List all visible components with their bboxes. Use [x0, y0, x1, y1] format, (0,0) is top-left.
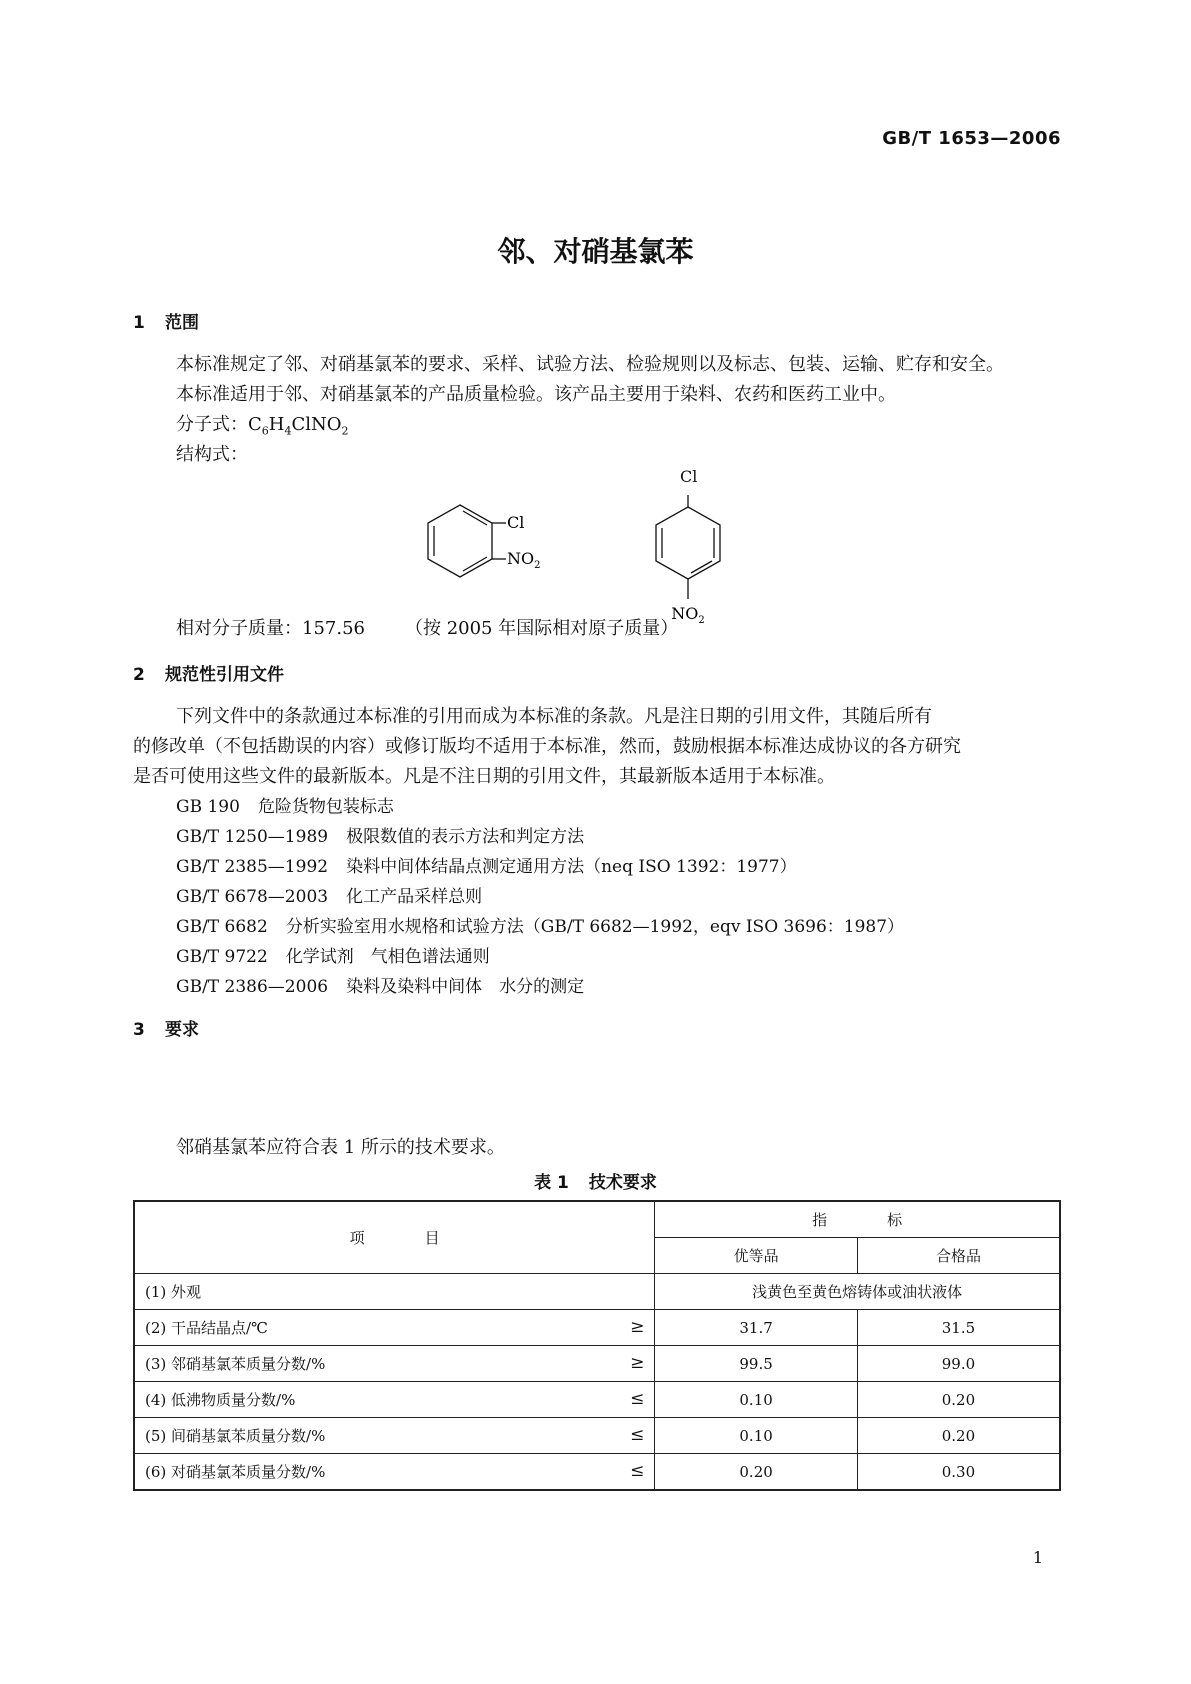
- molecular-formula: [176, 410, 349, 438]
- row-item: (6) 对硝基氯苯质量分数/%: [145, 1463, 326, 1481]
- row-qualified: 0.30: [857, 1454, 1060, 1491]
- page-number: 1: [1032, 1548, 1043, 1567]
- row-item: (2) 干品结晶点/℃: [145, 1319, 268, 1337]
- reference-title: 极限数值的表示方法和判定方法: [346, 827, 585, 847]
- benzene-ring-ortho: [428, 505, 492, 577]
- requirements-paragraph: 邻硝基氯苯应符合表 1 所示的技术要求。: [176, 1137, 505, 1158]
- ortho-cl-label: Cl: [507, 513, 525, 532]
- section-number: 1: [133, 313, 145, 333]
- scope-paragraph-2: 本标准适用于邻、对硝基氯苯的产品质量检验。该产品主要用于染料、农药和医药工业中。: [176, 384, 896, 405]
- reference-code: GB 190: [176, 797, 240, 817]
- row-item: (4) 低沸物质量分数/%: [145, 1391, 296, 1409]
- comparison-symbol: ≥: [630, 1353, 645, 1373]
- section-number: 2: [133, 665, 145, 685]
- standard-code: GB/T 1653—2006: [882, 128, 1061, 149]
- ortho-no2-label: $NO_2$: [507, 549, 541, 571]
- reference-code: GB/T 9722: [176, 947, 268, 967]
- comparison-symbol: ≤: [630, 1461, 645, 1481]
- reference-item: [176, 792, 394, 817]
- table-number: 表 1: [534, 1173, 569, 1193]
- normative-intro-line-3: 是否可使用这些文件的最新版本。凡是不注日期的引用文件，其最新版本适用于本标准。: [133, 766, 835, 787]
- section-title: 要求: [165, 1020, 199, 1040]
- section-title: 规范性引用文件: [165, 665, 284, 685]
- scope-paragraph-1: 本标准规定了邻、对硝基氯苯的要求、采样、试验方法、检验规则以及标志、包装、运输、贮存和安全。: [176, 354, 1004, 375]
- section-1-heading: [133, 308, 199, 333]
- para-cl-label: Cl: [680, 467, 698, 486]
- reference-item: [176, 822, 584, 847]
- formula-rest: ClNO: [291, 414, 342, 435]
- table-row: [134, 1382, 1060, 1418]
- header-premium: 优等品: [655, 1238, 858, 1274]
- formula-h-sub: 4: [284, 424, 292, 438]
- row-item: (3) 邻硝基氯苯质量分数/%: [145, 1355, 326, 1373]
- reference-code: GB/T 6678—2003: [176, 887, 329, 907]
- reference-code: GB/T 2386—2006: [176, 977, 329, 997]
- header-index: 指 标: [655, 1201, 1060, 1238]
- structure-label: 结构式：: [176, 444, 248, 465]
- table-row: [134, 1274, 1060, 1310]
- reference-code: GB/T 6682: [176, 917, 268, 937]
- para-no2-label: $NO_2$: [671, 604, 705, 626]
- ortho-structure: [428, 505, 506, 577]
- mass-label: 相对分子质量：157.56: [176, 618, 365, 639]
- reference-title: 化工产品采样总则: [346, 887, 483, 907]
- technical-requirements-table: [133, 1200, 1061, 1491]
- table-title: 技术要求: [588, 1173, 657, 1193]
- row-item-cell: [134, 1382, 655, 1418]
- section-title: 范围: [165, 313, 199, 333]
- row-qualified: 31.5: [857, 1310, 1060, 1346]
- formula-label: 分子式：: [176, 414, 248, 435]
- molecular-mass: [176, 614, 678, 640]
- formula-c-sub: 6: [261, 424, 269, 438]
- reference-item: [176, 912, 904, 937]
- reference-title: 分析实验室用水规格和试验方法（GB/T 6682—1992，eqv ISO 3696：1987）: [285, 917, 905, 937]
- row-premium: 0.10: [655, 1382, 858, 1418]
- table-row: [134, 1310, 1060, 1346]
- reference-item: [176, 942, 490, 967]
- row-premium: 0.20: [655, 1454, 858, 1491]
- reference-code: GB/T 2385—1992: [176, 857, 329, 877]
- row-premium: 0.10: [655, 1418, 858, 1454]
- reference-title: 化学试剂 气相色谱法通则: [285, 947, 490, 967]
- normative-intro-line-1: 下列文件中的条款通过本标准的引用而成为本标准的条款。凡是注日期的引用文件，其随后所有: [176, 706, 932, 727]
- header-qualified: 合格品: [857, 1238, 1060, 1274]
- reference-item: [176, 972, 584, 997]
- normative-intro-line-2: 的修改单（不包括勘误的内容）或修订版均不适用于本标准，然而，鼓励根据本标准达成协议的各方研究: [133, 736, 961, 757]
- row-qualified: 99.0: [857, 1346, 1060, 1382]
- para-structure: [656, 495, 720, 599]
- reference-title: 染料及染料中间体 水分的测定: [346, 977, 585, 997]
- row-premium: 31.7: [655, 1310, 858, 1346]
- row-item-cell: [134, 1310, 655, 1346]
- row-premium: 99.5: [655, 1346, 858, 1382]
- table-row: [134, 1454, 1060, 1491]
- formula-h: H: [268, 414, 285, 435]
- reference-item: [176, 882, 482, 907]
- row-item-cell: [134, 1418, 655, 1454]
- row-qualified: 0.20: [857, 1382, 1060, 1418]
- reference-title: 危险货物包装标志: [257, 797, 394, 817]
- row-qualified: 0.20: [857, 1418, 1060, 1454]
- comparison-symbol: ≤: [630, 1389, 645, 1409]
- header-item: 项 目: [134, 1201, 655, 1274]
- section-number: 3: [133, 1020, 145, 1040]
- table-row: [134, 1346, 1060, 1382]
- section-2-heading: [133, 660, 284, 685]
- row-item-cell: [134, 1454, 655, 1491]
- row-item: (1) 外观: [134, 1274, 655, 1310]
- mass-note: （按 2005 年国际相对原子质量）: [404, 618, 679, 639]
- benzene-ring-para: [656, 507, 720, 579]
- formula-rest-sub: 2: [341, 424, 349, 438]
- row-merged-value: 浅黄色至黄色熔铸体或油状液体: [655, 1274, 1060, 1310]
- document-title: 邻、对硝基氯苯: [497, 235, 694, 268]
- reference-code: GB/T 1250—1989: [176, 827, 329, 847]
- reference-title: 染料中间体结晶点测定通用方法（neq ISO 1392：1977）: [346, 857, 797, 877]
- comparison-symbol: ≤: [630, 1425, 645, 1445]
- section-3-heading: [133, 1015, 199, 1040]
- row-item: (5) 间硝基氯苯质量分数/%: [145, 1427, 326, 1445]
- table-header-row: [134, 1201, 1060, 1238]
- comparison-symbol: ≥: [630, 1317, 645, 1337]
- table-row: [134, 1418, 1060, 1454]
- reference-item: [176, 852, 797, 877]
- formula-c: C: [248, 414, 262, 435]
- row-item-cell: [134, 1346, 655, 1382]
- table-caption: [0, 1168, 1191, 1193]
